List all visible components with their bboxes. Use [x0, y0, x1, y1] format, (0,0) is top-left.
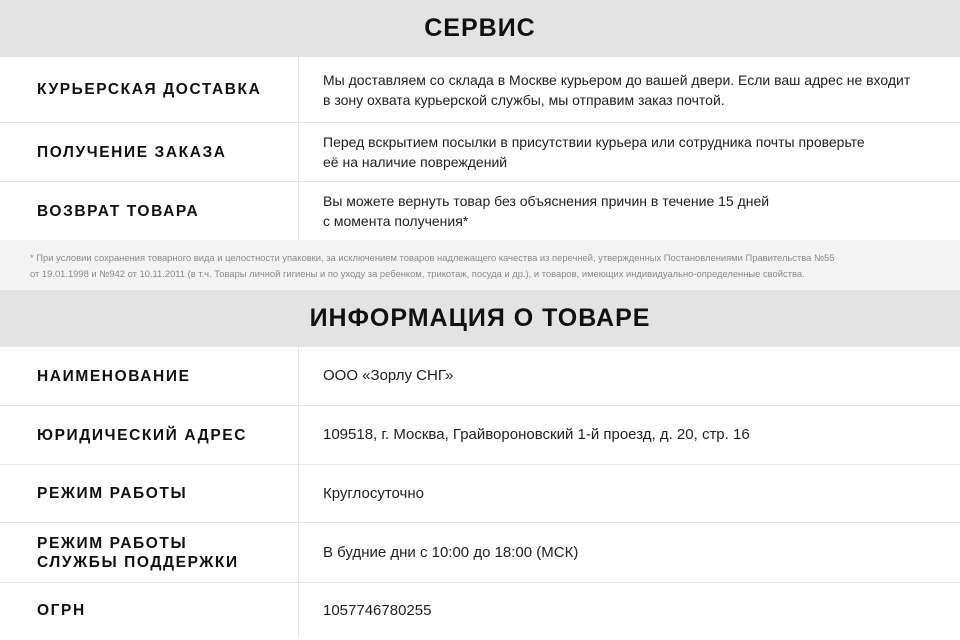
row-value [299, 123, 960, 181]
service-row-return [0, 182, 960, 240]
legal-address: 109518, г. Москва, Грайвороновский 1-й проезд, д. 20, стр. 16 [323, 426, 750, 443]
info-title-text: ИНФОРМАЦИЯ О ТОВАРЕ [309, 304, 651, 332]
row-value [299, 182, 960, 240]
support-hours-label-line2: СЛУЖБЫ ПОДДЕРЖКИ [37, 553, 239, 571]
delivery-label: КУРЬЕРСКАЯ ДОСТАВКА [37, 81, 262, 98]
working-hours: Круглосуточно [323, 484, 424, 502]
row-value [299, 57, 960, 122]
info-row-hours [0, 465, 960, 523]
row-label [0, 523, 299, 582]
ogrn-value: 1057746780255 [323, 601, 432, 619]
row-value [299, 523, 960, 582]
row-label [0, 57, 299, 122]
info-row-ogrn [0, 583, 960, 638]
row-label [0, 182, 299, 240]
delivery-text-line1: Мы доставляем со склада в Москве курьером до вашей двери. Если ваш адрес не входит [323, 71, 911, 88]
address-label: ЮРИДИЧЕСКИЙ АДРЕС [37, 426, 247, 444]
row-value [299, 465, 960, 522]
row-label [0, 123, 299, 181]
receiving-text-line2: её на наличие повреждений [323, 154, 508, 170]
service-row-receiving [0, 123, 960, 182]
info-row-name [0, 347, 960, 406]
delivery-text-line2: в зону охвата курьерской службы, мы отправим заказ почтой. [323, 91, 725, 108]
return-footnote [0, 240, 960, 290]
return-label: ВОЗВРАТ ТОВАРА [37, 202, 200, 220]
info-row-address [0, 406, 960, 465]
hours-label: РЕЖИМ РАБОТЫ [37, 485, 188, 502]
ogrn-label: ОГРН [37, 602, 86, 619]
service-title-text: СЕРВИС [424, 14, 536, 42]
return-text-line2: с момента получения* [323, 213, 469, 229]
footnote-line2: от 19.01.1998 и №942 от 10.11.2011 (в т.ч. Товары личной гигиены и по уходу за ребенком, трикотаж, посуда и др.), и товаров, имеющих индивидуально-определенные свойства. [30, 268, 805, 279]
receiving-text-line1: Перед вскрытием посылки в присутствии курьера или сотрудника почты проверьте [323, 134, 865, 150]
receiving-label: ПОЛУЧЕНИЕ ЗАКАЗА [37, 143, 227, 161]
service-row-delivery [0, 57, 960, 123]
row-label [0, 347, 299, 405]
support-hours-label-line1: РЕЖИМ РАБОТЫ [37, 534, 188, 552]
company-name: ООО «Зорлу СНГ» [323, 367, 454, 384]
name-label: НАИМЕНОВАНИЕ [37, 367, 191, 385]
service-section-title [0, 0, 960, 57]
row-label [0, 583, 299, 638]
return-text-line1: Вы можете вернуть товар без объяснения причин в течение 15 дней [323, 193, 770, 209]
row-label [0, 406, 299, 464]
row-value [299, 406, 960, 464]
row-value [299, 583, 960, 638]
info-row-support-hours [0, 523, 960, 583]
support-hours: В будние дни с 10:00 до 18:00 (МСК) [323, 543, 579, 561]
row-value [299, 347, 960, 405]
footnote-line1: * При условии сохранения товарного вида и целостности упаковки, за исключением товаров надлежащего качества из перечней, утвержденных Постановлениями Правительства №55 [30, 252, 835, 263]
row-label [0, 465, 299, 522]
info-section-title [0, 290, 960, 347]
